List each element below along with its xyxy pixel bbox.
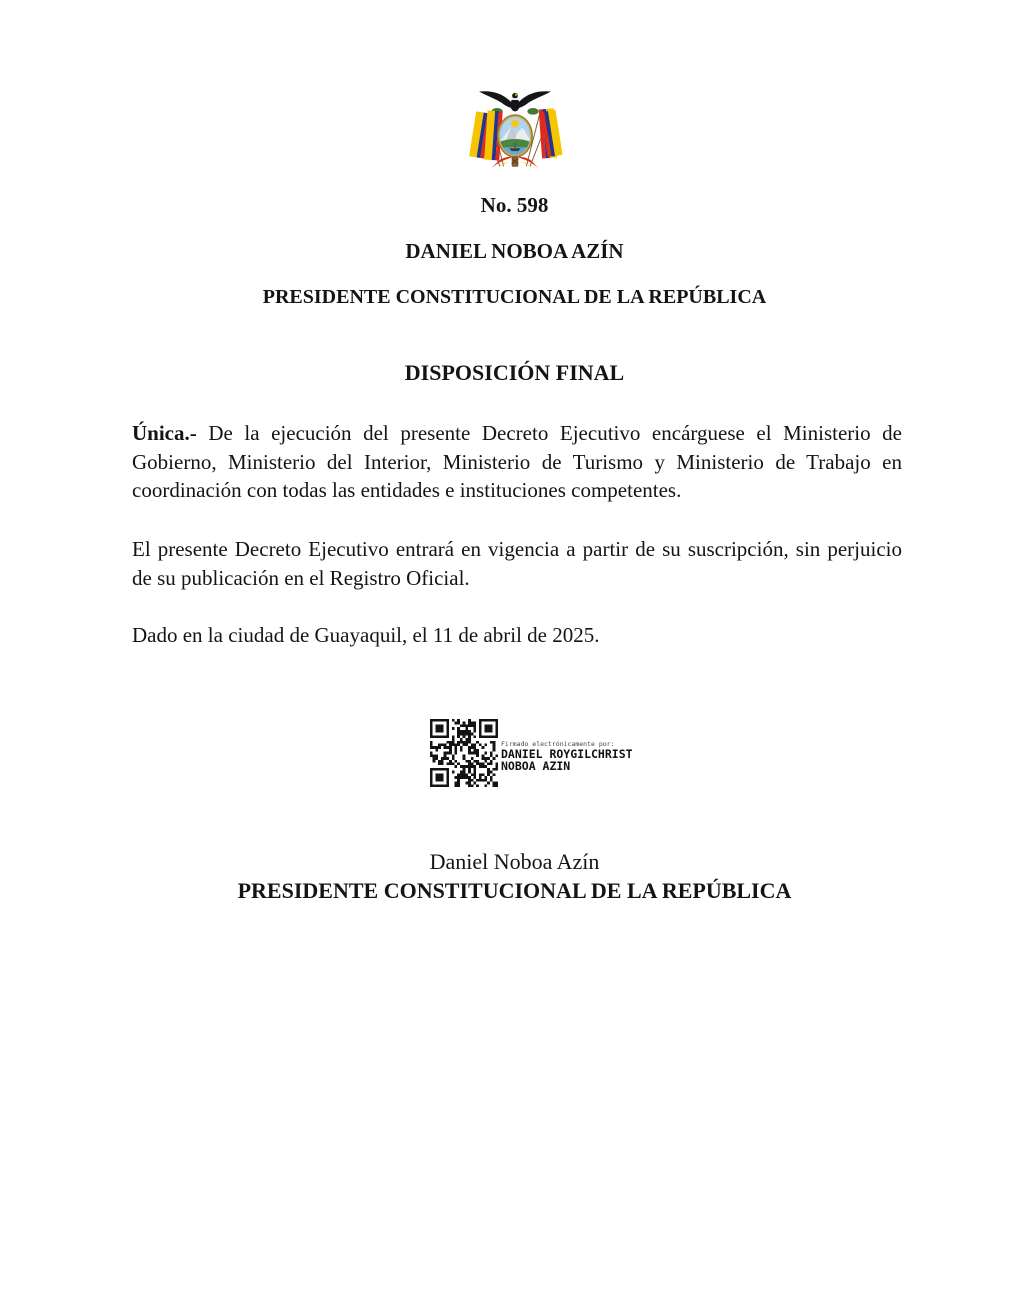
- section-heading: DISPOSICIÓN FINAL: [404, 360, 625, 385]
- paragraph-vigencia-text: El presente Decreto Ejecutivo entrará en vigencia a partir de su suscripción, sin perjuicio de su publicación en el Registro Oficial.: [132, 537, 902, 590]
- qr-code-icon: [430, 719, 498, 787]
- paragraph-dado-text: Dado en la ciudad de Guayaquil, el 11 de abril de 2025.: [132, 623, 600, 647]
- signer-title: PRESIDENTE CONSTITUCIONAL DE LA REPÚBLICA: [237, 878, 792, 903]
- paragraph-unica-text: De la ejecución del presente Decreto Ejecutivo encárguese el Ministerio de Gobierno, Ministerio del Interior, Ministerio de Turismo y Ministerio de Trabajo en coordinación con todas las entidades e instituciones competentes.: [132, 421, 902, 502]
- decree-number: No. 598: [480, 193, 549, 217]
- stamp-name-line2: NOBOA AZIN: [501, 759, 571, 773]
- author-name: DANIEL NOBOA AZÍN: [405, 239, 624, 263]
- electronic-signature-stamp: [430, 719, 633, 787]
- author-title: PRESIDENTE CONSTITUCIONAL DE LA REPÚBLICA: [262, 286, 767, 308]
- stamp-label: Firmado electrónicamente por:: [501, 739, 615, 748]
- signer-name: Daniel Noboa Azín: [429, 849, 600, 874]
- paragraph-unica: [132, 419, 902, 505]
- paragraph-dado: [132, 621, 902, 650]
- ecuador-coat-of-arms-icon: [467, 83, 563, 170]
- stamp-text-block: [501, 740, 633, 773]
- stamp-name-line1: DANIEL ROYGILCHRIST: [501, 746, 633, 761]
- paragraph-unica-lead: Única.-: [132, 421, 197, 445]
- paragraph-vigencia: [132, 535, 902, 592]
